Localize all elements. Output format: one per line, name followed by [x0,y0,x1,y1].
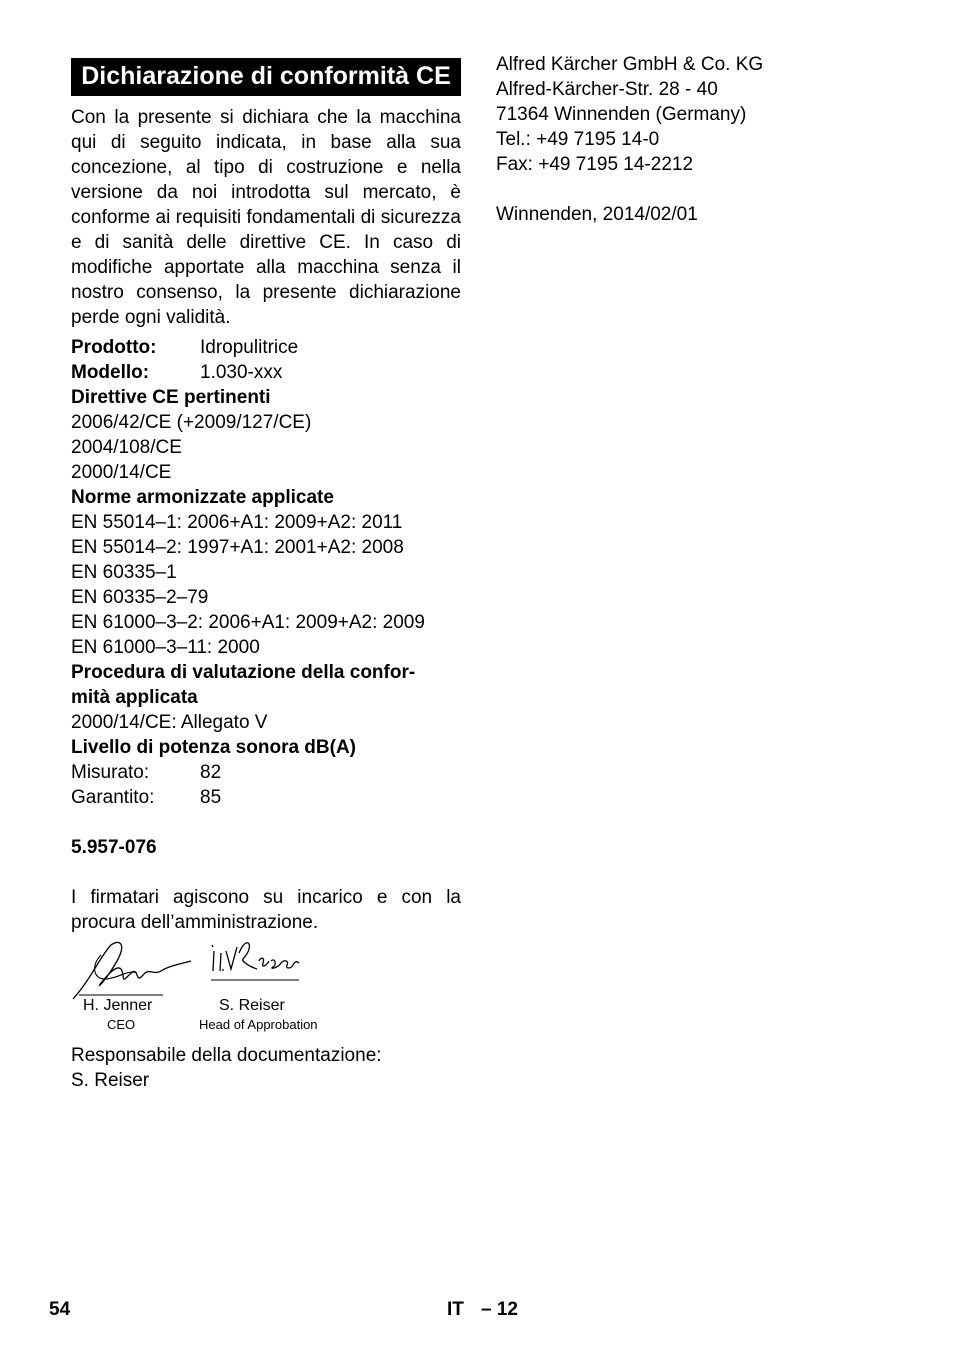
standard-item: EN 55014–1: 2006+A1: 2009+A2: 2011 [71,512,403,533]
procedure-heading-line2: mità applicata [71,687,198,708]
standard-item: EN 61000–3–11: 2000 [71,637,260,658]
directives-heading: Direttive CE pertinenti [71,387,271,408]
documentation-name: S. Reiser [71,1070,150,1091]
company-street: Alfred-Kärcher-Str. 28 - 40 [496,79,718,100]
guaranteed-label: Garantito: [71,787,155,808]
company-name: Alfred Kärcher GmbH & Co. KG [496,54,764,75]
signature-block [71,935,461,1043]
product-value: Idropulitrice [200,337,299,358]
section-page-number: – 12 [481,1299,518,1320]
product-row [71,335,461,360]
measured-label: Misurato: [71,762,150,783]
sound-measured-row [71,760,461,785]
reiser-signature-stroke [212,943,299,971]
sound-heading: Livello di potenza sonora dB(A) [71,737,357,758]
language-code: IT [447,1299,464,1320]
signature-role: Head of Approbation [199,1017,318,1032]
standard-item: EN 60335–2–79 [71,587,209,608]
signature-role: CEO [107,1017,136,1032]
standards-heading: Norme armonizzate applicate [71,487,334,508]
signature-name: H. Jenner [83,997,153,1014]
model-value: 1.030-xxx [200,362,283,383]
guaranteed-value: 85 [200,787,222,808]
standard-item: EN 61000–3–2: 2006+A1: 2009+A2: 2009 [71,612,425,633]
directive-item: 2004/108/CE [71,437,182,458]
signature-name: S. Reiser [219,997,285,1014]
directive-item: 2006/42/CE (+2009/127/CE) [71,412,312,433]
company-fax: Fax: +49 7195 14-2212 [496,154,694,175]
right-column [496,52,916,227]
procedure-heading-line1: Procedura di valutazione della confor- [71,662,416,683]
directive-item: 2000/14/CE [71,462,172,483]
sound-guaranteed-row [71,785,461,810]
model-row [71,360,461,385]
company-tel: Tel.: +49 7195 14-0 [496,129,660,150]
signatories-text: I firmatari agiscono su incarico e con la procura dell’amministrazione. [71,887,461,933]
product-label: Prodotto: [71,337,157,358]
left-column [71,58,461,1093]
procedure-value: 2000/14/CE: Allegato V [71,712,268,733]
place-date: Winnenden, 2014/02/01 [496,204,698,225]
company-city: 71364 Winnenden (Germany) [496,104,747,125]
page-title: Dichiarazione di conformità CE [71,58,461,96]
documentation-label: Responsabile della documentazione: [71,1045,382,1066]
document-number: 5.957-076 [71,837,157,858]
jenner-signature-stroke [73,942,191,999]
standard-item: EN 55014–2: 1997+A1: 2001+A2: 2008 [71,537,404,558]
measured-value: 82 [200,762,222,783]
intro-paragraph: Con la presente si dichiara che la macchina qui di seguito indicata, in base alla sua concezione, al tipo di costruzione e nella versione da noi introdotta sul mercato, è conforme ai requisiti fondamentali di sicurezza e di sanità delle direttive CE. In caso di modifiche apportate alla macchina senza il nostro consenso, la presente dichiarazione perde ogni validità. [71,107,461,328]
page-number: 54 [49,1299,71,1320]
model-label: Modello: [71,362,150,383]
standard-item: EN 60335–1 [71,562,177,583]
